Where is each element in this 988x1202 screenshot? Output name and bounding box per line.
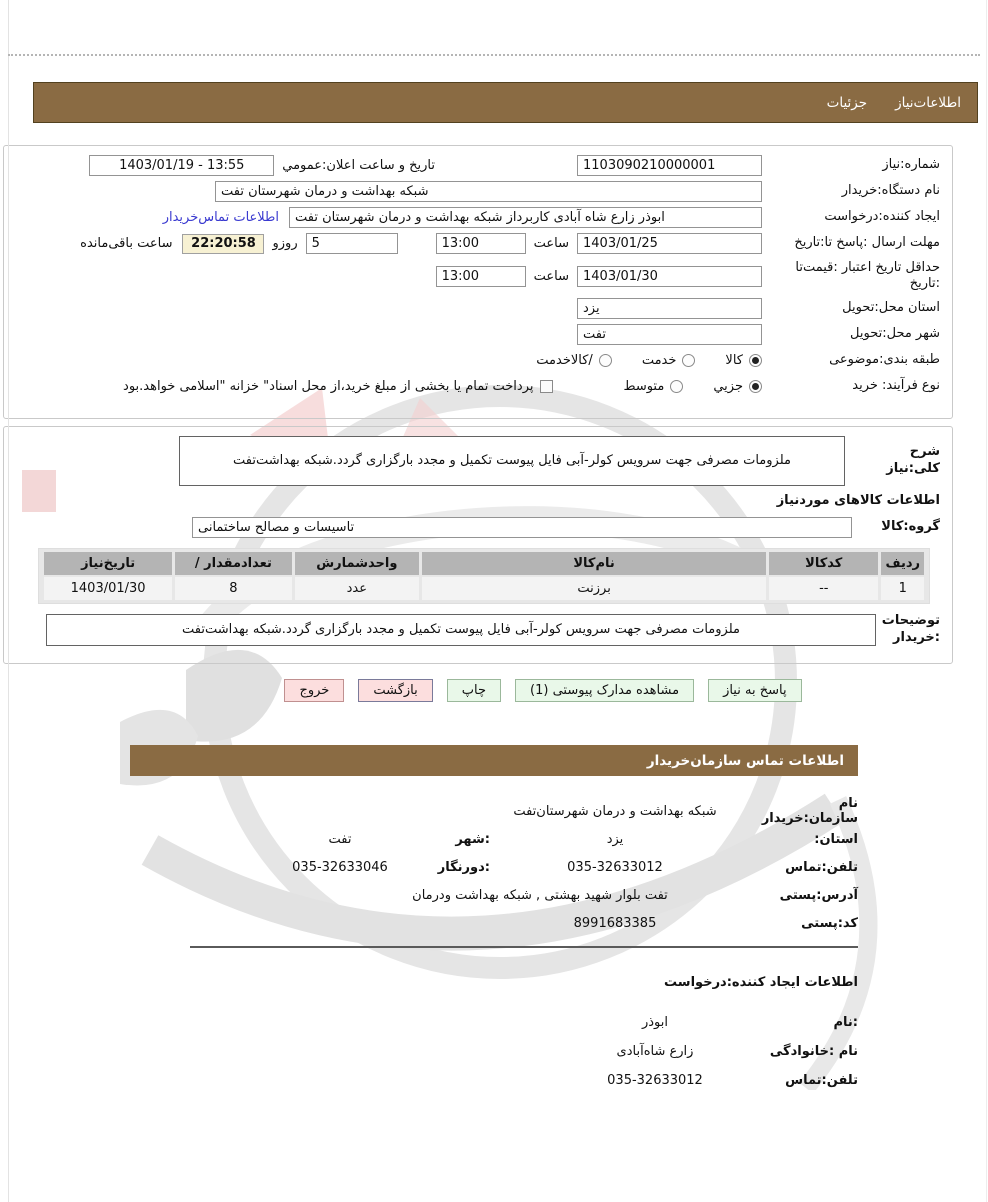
- radio-goods-label: کالا: [725, 353, 743, 368]
- need-description-value: ملزومات مصرفی جهت سرویس کولر-آبی فایل پیوست تکمیل و مجدد بارگزاری گردد.شبکه بهداشت‌تفت: [233, 453, 791, 469]
- cell-need-date: 1403/01/30: [44, 577, 172, 600]
- request-creator-section: [130, 975, 858, 1095]
- contact-phone-label: تلفن:تماس: [785, 859, 858, 875]
- row-price-validity: [16, 259, 940, 293]
- row-need-number: [16, 155, 940, 176]
- radio-goods-icon[interactable]: [749, 354, 762, 367]
- price-validity-time-value: 13:00: [441, 268, 480, 284]
- goods-group-field[interactable]: [192, 517, 852, 538]
- org-name-value: شبکه بهداشت و درمان شهرستان‌تفت: [513, 803, 717, 819]
- row-request-creator: [16, 207, 940, 228]
- buyer-contact-link[interactable]: اطلاعات تماس‌خریدار: [162, 210, 279, 225]
- goods-table-header-row: [44, 552, 924, 575]
- need-description-label: شرح کلی:نیاز: [886, 444, 940, 476]
- reply-deadline-label: مهلت ارسال :پاسخ تا:تاریخ: [794, 235, 940, 251]
- countdown-timer: [182, 234, 264, 254]
- back-button[interactable]: بازگشت: [358, 679, 432, 702]
- exit-button[interactable]: خروج: [284, 679, 344, 702]
- need-description-box: [179, 436, 845, 486]
- goods-table: [41, 550, 927, 602]
- contact-fax-label: :دورنگار: [437, 859, 490, 875]
- buyer-notes-value: ملزومات مصرفی جهت سرویس کولر-آبی فایل پیوست تکمیل و مجدد بارگزاری گردد.شبکه بهداشت‌تفت: [182, 622, 740, 638]
- col-goods-name: نام‌کالا: [422, 552, 766, 575]
- print-button[interactable]: چاپ: [447, 679, 501, 702]
- need-number-label: شماره:نیاز: [882, 157, 940, 173]
- delivery-province-field[interactable]: [577, 298, 762, 319]
- request-creator-field[interactable]: [289, 207, 762, 228]
- cell-unit: عدد: [295, 577, 420, 600]
- section-divider-line: [190, 946, 858, 948]
- remaining-days-value: 5: [311, 236, 320, 251]
- radio-option-service[interactable]: [642, 353, 696, 368]
- countdown-value: 22:20:58: [191, 236, 256, 251]
- contact-address-value: تفت بلوار شهید بهشتی , شبکه بهداشت ودرمان: [412, 887, 668, 903]
- creator-phone-value: 035-32633012: [607, 1073, 703, 1088]
- announce-datetime-label: تاریخ و ساعت اعلان:عمومي: [282, 158, 435, 173]
- days-label: روزو: [272, 236, 298, 251]
- radio-option-minor[interactable]: [713, 379, 762, 394]
- announce-datetime-field[interactable]: [89, 155, 274, 176]
- delivery-city-label: شهر محل:تحویل: [850, 326, 940, 342]
- row-process-type: [16, 376, 940, 397]
- row-buyer-notes: [16, 613, 940, 647]
- col-row-number: ردیف: [881, 552, 924, 575]
- cell-goods-code: --: [769, 577, 878, 600]
- page-left-border: [8, 0, 9, 1202]
- price-validity-time-field[interactable]: [436, 266, 526, 287]
- deadline-hour-label: ساعت: [533, 236, 569, 251]
- reply-deadline-date-field[interactable]: [577, 233, 762, 254]
- radio-goods-service-label: /کالاخدمت: [536, 353, 593, 368]
- tab-need-info[interactable]: اطلاعات‌نیاز: [895, 94, 961, 111]
- need-number-value: 1103090210000001: [583, 158, 716, 173]
- goods-group-value: تاسیسات و مصالح ساختمانی: [198, 520, 355, 535]
- price-validity-date-value: 1403/01/30: [583, 268, 658, 284]
- creator-firstname-value: ابوذر: [641, 1015, 668, 1030]
- col-goods-code: کدکالا: [769, 552, 878, 575]
- contact-address-label: آدرس:پستی: [779, 887, 858, 903]
- price-validity-label: حداقل تاریخ اعتبار :قیمت‌تا :تاریخ: [795, 259, 940, 291]
- radio-service-icon[interactable]: [682, 354, 695, 367]
- contact-row-postal: [130, 909, 858, 937]
- buyer-notes-box: [46, 614, 876, 646]
- action-buttons-row: [0, 679, 988, 702]
- page-right-border: [986, 0, 987, 1202]
- cell-goods-name: برزنت: [422, 577, 766, 600]
- goods-table-row: [44, 577, 924, 600]
- contact-province-value: یزد: [606, 831, 624, 847]
- row-goods-group: [16, 517, 940, 538]
- creator-phone-label: تلفن:تماس: [785, 1073, 858, 1088]
- radio-minor-icon[interactable]: [749, 380, 762, 393]
- row-delivery-city: [16, 324, 940, 345]
- validity-hour-label: ساعت: [533, 268, 569, 284]
- top-dotted-separator: [8, 54, 980, 56]
- buyer-contact-header-bar: [130, 745, 858, 776]
- cell-quantity: 8: [175, 577, 291, 600]
- contact-phone-value: 035-32633012: [567, 859, 663, 875]
- buyer-contact-section: [130, 797, 858, 937]
- radio-goods-service-icon[interactable]: [599, 354, 612, 367]
- request-creator-value: ابوذر زارع شاه آبادی کاربرداز شبکه بهداشت و درمان شهرستان تفت: [295, 210, 665, 225]
- buyer-org-value: شبکه بهداشت و درمان شهرستان تفت: [221, 184, 429, 199]
- buyer-org-label: نام دستگاه:خریدار: [841, 183, 940, 199]
- reply-deadline-time-value: 13:00: [441, 236, 480, 251]
- reply-deadline-date-value: 1403/01/25: [583, 236, 658, 251]
- remaining-days-field[interactable]: [306, 233, 398, 254]
- creator-row-phone: [130, 1066, 858, 1095]
- need-goods-panel: [3, 426, 953, 664]
- contact-row-province-city: [130, 825, 858, 853]
- process-type-label: نوع فرآیند: خرید: [852, 378, 940, 394]
- reply-to-need-button[interactable]: پاسخ به نیاز: [708, 679, 802, 702]
- creator-lastname-value: زارع شاه‌آبادی: [616, 1044, 694, 1059]
- radio-option-medium[interactable]: [623, 379, 683, 394]
- delivery-province-label: استان محل:تحویل: [842, 300, 940, 316]
- contact-fax-value: 035-32633046: [292, 859, 388, 875]
- radio-minor-label: جزیي: [713, 379, 743, 394]
- goods-info-heading: اطلاعات کالاهای موردنیاز: [776, 493, 940, 508]
- hours-remaining-label: ساعت باقی‌مانده: [80, 236, 173, 251]
- col-quantity: تعدادمقدار /: [175, 552, 291, 575]
- treasury-checkbox-label: پرداخت تمام یا بخشی از مبلغ خرید،از محل اسناد" خزانه "اسلامی خواهد.بود: [123, 379, 534, 394]
- radio-option-goods[interactable]: [725, 353, 762, 368]
- delivery-city-field[interactable]: [577, 324, 762, 345]
- contact-city-value: تفت: [328, 831, 352, 847]
- contact-row-org: [130, 797, 858, 825]
- row-reply-deadline: [16, 233, 940, 254]
- contact-row-phone-fax: [130, 853, 858, 881]
- row-need-description: [16, 436, 940, 486]
- radio-option-goods-service[interactable]: [536, 353, 612, 368]
- contact-row-address: [130, 881, 858, 909]
- creator-row-firstname: [130, 1008, 858, 1037]
- buyer-org-field[interactable]: [215, 181, 762, 202]
- radio-service-label: خدمت: [641, 353, 677, 368]
- tab-details[interactable]: جزئیات: [826, 94, 868, 111]
- goods-table-wrapper: [38, 548, 930, 604]
- need-header-panel: [3, 145, 953, 419]
- request-creator-label: ایجاد کننده:درخواست: [824, 209, 940, 225]
- row-subject-classification: [16, 350, 940, 371]
- contact-postal-value: 8991683385: [573, 915, 657, 931]
- delivery-city-value: تفت: [583, 327, 606, 342]
- row-delivery-province: [16, 298, 940, 319]
- col-need-date: تاریخ‌نیاز: [44, 552, 172, 575]
- contact-province-label: استان:: [814, 831, 858, 847]
- creator-row-lastname: [130, 1037, 858, 1066]
- creator-lastname-label: نام :خانوادگی: [769, 1044, 858, 1059]
- treasury-checkbox-icon[interactable]: [540, 380, 553, 393]
- cell-row-number: 1: [881, 577, 924, 600]
- creator-info-heading: اطلاعات ایجاد کننده:درخواست: [664, 975, 858, 990]
- buyer-notes-label: توضیحات :خریدار: [881, 613, 940, 645]
- row-buyer-org: [16, 181, 940, 202]
- price-validity-date-field[interactable]: [577, 266, 762, 287]
- subject-classification-label: طبقه بندی:موضوعی: [829, 352, 940, 368]
- creator-firstname-label: :نام: [833, 1015, 858, 1030]
- view-attachments-button[interactable]: مشاهده مدارک پیوستی (1): [515, 679, 694, 702]
- radio-medium-icon[interactable]: [670, 380, 683, 393]
- radio-medium-label: متوسط: [623, 379, 665, 394]
- treasury-checkbox-option[interactable]: [123, 379, 553, 394]
- need-number-field[interactable]: [577, 155, 762, 176]
- announce-datetime-value: 1403/01/19 - 13:55: [119, 158, 245, 173]
- top-menubar: [33, 82, 978, 123]
- col-unit: واحدشمارش: [295, 552, 420, 575]
- contact-city-label: :شهر: [455, 831, 490, 847]
- delivery-province-value: یزد: [583, 301, 600, 316]
- goods-group-label: گروه:کالا: [881, 519, 940, 535]
- org-name-label: نام سازمان:خریدار: [761, 796, 858, 826]
- contact-postal-label: کد:پستی: [801, 915, 858, 931]
- buyer-contact-header-text: اطلاعات تماس سازمان‌خریدار: [646, 752, 844, 769]
- reply-deadline-time-field[interactable]: [436, 233, 526, 254]
